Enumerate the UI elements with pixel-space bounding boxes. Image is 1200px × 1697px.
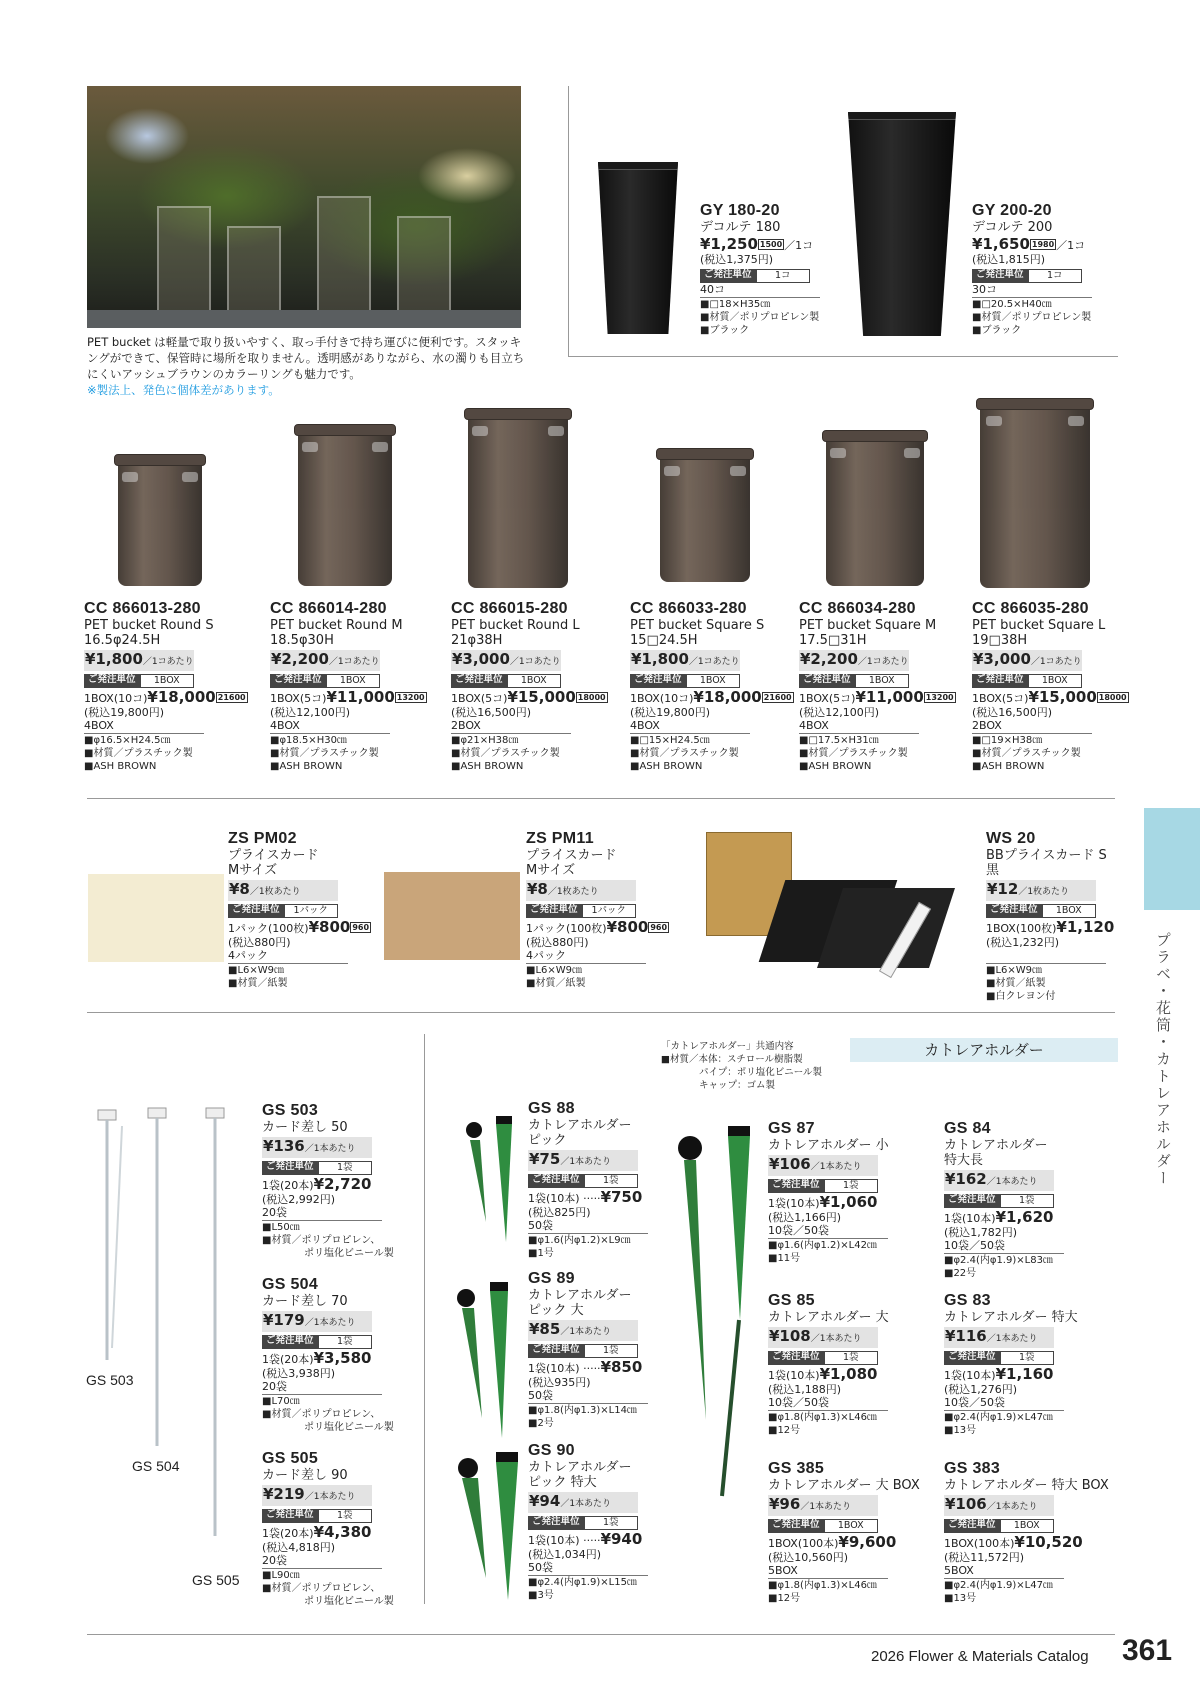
cc2-material: ■材質／プラスチック製 — [451, 748, 560, 759]
holder6-sub: 特大長 — [944, 1153, 984, 1168]
holder7-price: ¥116／1本あたり — [944, 1327, 1054, 1348]
card0-code: ZS PM02 — [228, 830, 297, 847]
cc3-order-unit: ご発注単位 1BOX — [630, 674, 740, 688]
holder4-order-unit: ご発注単位 1袋 — [768, 1351, 878, 1365]
gs1-block — [262, 1276, 394, 1434]
cc4-material: ■材質／プラスチック製 — [799, 748, 908, 759]
cc3-name: PET bucket Square S — [630, 618, 765, 633]
cattleya-section-title: カトレアホルダー — [850, 1038, 1118, 1062]
card0-case: 4パック — [228, 949, 348, 964]
cc5-price: ¥3,000／1コあたり — [972, 650, 1082, 671]
holder4-case: 10袋／50袋 — [768, 1396, 888, 1411]
holder6-name: カトレアホルダー — [944, 1138, 1048, 1153]
gs0-material: ■材質／ポリプロピレン、 — [262, 1235, 381, 1246]
holder2-tax: (税込1,034円) — [528, 1548, 602, 1561]
gs503-label: GS 503 — [86, 1372, 134, 1388]
gs0-case: 20袋 — [262, 1206, 382, 1221]
holder7-code: GS 83 — [944, 1292, 991, 1309]
holder1-code: GS 89 — [528, 1270, 575, 1287]
gs1-price: ¥179／1本あたり — [262, 1311, 372, 1332]
holder4-number: ■12号 — [768, 1425, 801, 1436]
card2-sub: 黒 — [986, 863, 1000, 878]
holder2-price: ¥94／1本あたり — [528, 1492, 638, 1513]
holder3-code: GS 87 — [768, 1120, 815, 1137]
holder2-bulk: 1袋(10本) ·····¥940 — [528, 1530, 643, 1548]
shop-photo — [87, 86, 521, 328]
card1-bulk: 1パック(100枚)¥800 960 — [526, 918, 668, 936]
holder3-number: ■11号 — [768, 1253, 801, 1264]
gs2-size: ■L90㎝ — [262, 1570, 300, 1581]
cc2-block — [451, 600, 608, 773]
holder0-bulk: 1袋(10本) ·····¥750 — [528, 1188, 643, 1206]
cc4-code: CC 866034-280 — [799, 600, 916, 617]
gs1-bulk: 1袋(20本)¥3,580 — [262, 1349, 372, 1367]
cc1-code: CC 866014-280 — [270, 600, 387, 617]
gs0-price: ¥136／1本あたり — [262, 1137, 372, 1158]
gs2-case: 20袋 — [262, 1554, 382, 1569]
gs2-order-unit: ご発注単位 1袋 — [262, 1509, 372, 1523]
section-tab[interactable] — [1144, 808, 1200, 910]
card1-price: ¥8／1枚あたり — [526, 880, 636, 901]
holder3-block — [768, 1120, 889, 1265]
holder4-bulk: 1袋(10本)¥1,080 — [768, 1365, 878, 1383]
gy1-order-unit: ご発注単位 1コ — [972, 269, 1082, 283]
gy1-price: ¥1,650 1980 ／1コ — [972, 235, 1086, 253]
cattleya-common-spec: 「カトレアホルダー」共通内容 ■材質／本体：スチロール樹脂製 パイプ：ポリ塩化ビニール製 キャップ：ゴム製 — [661, 1041, 823, 1091]
gs1-order-unit: ご発注単位 1袋 — [262, 1335, 372, 1349]
holder3-case: 10袋／50袋 — [768, 1224, 888, 1239]
intro-note: ※製法上、発色に個体差があります。 — [87, 383, 280, 397]
holder0-number: ■1号 — [528, 1248, 554, 1259]
holder2-name: カトレアホルダー — [528, 1460, 632, 1475]
holder5-order-unit: ご発注単位 1BOX — [768, 1519, 878, 1533]
cc0-price: ¥1,800／1コあたり — [84, 650, 194, 671]
holder7-tax: (税込1,276円) — [944, 1383, 1018, 1396]
holder6-block — [944, 1120, 1064, 1280]
cc3-tax: (税込19,800円) — [630, 706, 711, 719]
gy1-block — [972, 202, 1092, 337]
cc4-name: PET bucket Square M — [799, 618, 937, 633]
holder2-sub: ピック 特大 — [528, 1475, 597, 1490]
cc0-dim: 16.5φ24.5H — [84, 633, 161, 648]
cc0-block — [84, 600, 248, 773]
holder6-code: GS 84 — [944, 1120, 991, 1137]
gs2-name: カード差し 90 — [262, 1468, 348, 1483]
cc0-code: CC 866013-280 — [84, 600, 201, 617]
card1-material: ■材質／紙製 — [526, 978, 586, 989]
cc2-dim: 21φ38H — [451, 633, 503, 648]
cc4-order-unit: ご発注単位 1BOX — [799, 674, 909, 688]
price-card-kraft-image — [384, 872, 520, 960]
gs1-case: 20袋 — [262, 1380, 382, 1395]
holder5-tax: (税込10,560円) — [768, 1551, 849, 1564]
gs1-material2: ポリ塩化ビニール製 — [304, 1422, 394, 1433]
pet-square-s-image — [660, 452, 750, 582]
holder3-bulk: 1袋(10本)¥1,060 — [768, 1193, 878, 1211]
holder8-tax: (税込11,572円) — [944, 1551, 1025, 1564]
holder8-block — [944, 1460, 1109, 1605]
holder5-code: GS 385 — [768, 1460, 825, 1477]
holder8-code: GS 383 — [944, 1460, 1001, 1477]
gs0-size: ■L50㎝ — [262, 1222, 300, 1233]
holder5-size: ■φ1.8(内φ1.3)×L46㎝ — [768, 1580, 877, 1591]
cc1-tax: (税込12,100円) — [270, 706, 351, 719]
gy200-image — [848, 112, 956, 336]
price-card-cream-image — [88, 874, 224, 962]
pet-round-l-image — [468, 412, 568, 588]
pet-round-s-image — [118, 458, 202, 586]
holder-pick-gs88-image — [460, 1112, 520, 1252]
cc2-name: PET bucket Round L — [451, 618, 580, 633]
holder4-size: ■φ1.8(内φ1.3)×L46㎝ — [768, 1412, 877, 1423]
cc0-bulk: 1BOX(10コ)¥18,000 21600 — [84, 688, 246, 706]
cc2-code: CC 866015-280 — [451, 600, 568, 617]
card1-name: プライスカード — [526, 848, 617, 863]
holder3-price: ¥106／1本あたり — [768, 1155, 878, 1176]
holder7-block — [944, 1292, 1078, 1437]
holder8-name: カトレアホルダー 特大 BOX — [944, 1478, 1109, 1493]
holder0-case: 50袋 — [528, 1219, 648, 1234]
cc3-code: CC 866033-280 — [630, 600, 747, 617]
cc2-bulk: 1BOX(5コ)¥15,000 18000 — [451, 688, 606, 706]
gy1-name: デコルテ 200 — [972, 220, 1053, 235]
gs1-material: ■材質／ポリプロピレン、 — [262, 1409, 381, 1420]
card0-bulk: 1パック(100枚)¥800 960 — [228, 918, 370, 936]
card0-block — [228, 830, 371, 990]
cc4-case: 4BOX — [799, 719, 919, 734]
gs1-tax: (税込3,938円) — [262, 1367, 336, 1380]
cc5-tax: (税込16,500円) — [972, 706, 1053, 719]
gs2-bulk: 1袋(20本)¥4,380 — [262, 1523, 372, 1541]
cc1-block — [270, 600, 427, 773]
card2-name: BBプライスカード S — [986, 848, 1107, 863]
gy1-tax: (税込1,815円) — [972, 253, 1046, 266]
cc1-order-unit: ご発注単位 1BOX — [270, 674, 380, 688]
holder6-price: ¥162／1本あたり — [944, 1170, 1054, 1191]
cc1-price: ¥2,200／1コあたり — [270, 650, 380, 671]
holder1-case: 50袋 — [528, 1389, 648, 1404]
cc3-case: 4BOX — [630, 719, 750, 734]
gs0-tax: (税込2,992円) — [262, 1193, 336, 1206]
card1-tax: (税込880円) — [526, 936, 589, 949]
cc5-order-unit: ご発注単位 1BOX — [972, 674, 1082, 688]
holder5-bulk: 1BOX(100本)¥9,600 — [768, 1533, 897, 1551]
cc4-tax: (税込12,100円) — [799, 706, 880, 719]
cc0-color: ■ASH BROWN — [84, 761, 157, 772]
holder6-order-unit: ご発注単位 1袋 — [944, 1194, 1054, 1208]
card2-extra: ■白クレヨン付 — [986, 991, 1056, 1002]
holder8-number: ■13号 — [944, 1593, 977, 1604]
holder7-number: ■13号 — [944, 1425, 977, 1436]
holder8-order-unit: ご発注単位 1BOX — [944, 1519, 1054, 1533]
gy0-tax: (税込1,375円) — [700, 253, 774, 266]
holder0-code: GS 88 — [528, 1100, 575, 1117]
holder7-name: カトレアホルダー 特大 — [944, 1310, 1078, 1325]
holder7-case: 10袋／50袋 — [944, 1396, 1064, 1411]
cc3-size: ■□15×H24.5㎝ — [630, 735, 710, 746]
holder8-bulk: 1BOX(100本)¥10,520 — [944, 1533, 1083, 1551]
cc1-dim: 18.5φ30H — [270, 633, 334, 648]
gy0-order-unit: ご発注単位 1コ — [700, 269, 810, 283]
card2-code: WS 20 — [986, 830, 1036, 847]
card0-tax: (税込880円) — [228, 936, 291, 949]
holder2-case: 50袋 — [528, 1561, 648, 1576]
holder0-order-unit: ご発注単位 1袋 — [528, 1174, 638, 1188]
cc4-size: ■□17.5×H31㎝ — [799, 735, 879, 746]
cc4-dim: 17.5□31H — [799, 633, 867, 648]
holder-long-image — [670, 1120, 780, 1500]
card2-block — [986, 830, 1114, 1003]
holder-pick-gs89-image — [452, 1278, 522, 1448]
cc2-price: ¥3,000／1コあたり — [451, 650, 561, 671]
cc2-case: 2BOX — [451, 719, 571, 734]
cc0-material: ■材質／プラスチック製 — [84, 748, 193, 759]
cc2-tax: (税込16,500円) — [451, 706, 532, 719]
gy1-code: GY 200-20 — [972, 202, 1052, 219]
card0-sub: Mサイズ — [228, 863, 278, 878]
cc1-bulk: 1BOX(5コ)¥11,000 13200 — [270, 688, 425, 706]
card1-code: ZS PM11 — [526, 830, 594, 847]
section-title-vertical: プラベ・花筒・カトレアホルダー — [1154, 932, 1172, 1187]
cc5-bulk: 1BOX(5コ)¥15,000 18000 — [972, 688, 1127, 706]
cc4-bulk: 1BOX(5コ)¥11,000 13200 — [799, 688, 954, 706]
holder1-tax: (税込935円) — [528, 1376, 591, 1389]
holder8-price: ¥106／1本あたり — [944, 1495, 1054, 1516]
cc4-color: ■ASH BROWN — [799, 761, 872, 772]
card1-block — [526, 830, 669, 990]
holder2-code: GS 90 — [528, 1442, 575, 1459]
holder4-block — [768, 1292, 889, 1437]
gs2-tax: (税込4,818円) — [262, 1541, 336, 1554]
gy0-block — [700, 202, 820, 337]
holder3-tax: (税込1,166円) — [768, 1211, 842, 1224]
cc0-case: 4BOX — [84, 719, 204, 734]
pet-square-l-image — [980, 402, 1090, 588]
holder3-order-unit: ご発注単位 1袋 — [768, 1179, 878, 1193]
holder-pick-gs90-image — [452, 1448, 528, 1608]
holder2-order-unit: ご発注単位 1袋 — [528, 1516, 638, 1530]
holder8-case: 5BOX — [944, 1564, 1064, 1579]
gs1-name: カード差し 70 — [262, 1294, 348, 1309]
card1-size: ■L6×W9㎝ — [526, 965, 583, 976]
holder0-size: ■φ1.6(内φ1.2)×L9㎝ — [528, 1235, 631, 1246]
cc4-price: ¥2,200／1コあたり — [799, 650, 909, 671]
gy0-case: 40コ — [700, 283, 820, 298]
holder0-price: ¥75／1本あたり — [528, 1150, 638, 1171]
cc0-name: PET bucket Round S — [84, 618, 214, 633]
cc5-size: ■□19×H38㎝ — [972, 735, 1043, 746]
holder1-name: カトレアホルダー — [528, 1288, 632, 1303]
card2-material: ■材質／紙製 — [986, 978, 1046, 989]
cc1-material: ■材質／プラスチック製 — [270, 748, 379, 759]
holder2-size: ■φ2.4(内φ1.9)×L15㎝ — [528, 1577, 637, 1588]
card2-size: ■L6×W9㎝ — [986, 965, 1043, 976]
holder4-tax: (税込1,188円) — [768, 1383, 842, 1396]
gy1-color: ■ブラック — [972, 325, 1022, 336]
holder6-tax: (税込1,782円) — [944, 1226, 1018, 1239]
holder7-bulk: 1袋(10本)¥1,160 — [944, 1365, 1054, 1383]
holder2-number: ■3号 — [528, 1590, 554, 1601]
gs2-code: GS 505 — [262, 1450, 319, 1467]
holder1-size: ■φ1.8(内φ1.3)×L14㎝ — [528, 1405, 637, 1416]
holder0-block — [528, 1100, 648, 1260]
cc5-material: ■材質／プラスチック製 — [972, 748, 1081, 759]
holder0-tax: (税込825円) — [528, 1206, 591, 1219]
card2-price: ¥12／1枚あたり — [986, 880, 1096, 901]
holder6-case: 10袋／50袋 — [944, 1239, 1064, 1254]
cc1-name: PET bucket Round M — [270, 618, 403, 633]
card2-case — [986, 949, 1106, 964]
cc2-order-unit: ご発注単位 1BOX — [451, 674, 561, 688]
holder7-order-unit: ご発注単位 1袋 — [944, 1351, 1054, 1365]
gy0-code: GY 180-20 — [700, 202, 780, 219]
cc3-bulk: 1BOX(10コ)¥18,000 21600 — [630, 688, 792, 706]
cc2-color: ■ASH BROWN — [451, 761, 524, 772]
gy180-image — [598, 162, 678, 334]
gs2-price: ¥219／1本あたり — [262, 1485, 372, 1506]
holder1-bulk: 1袋(10本) ·····¥850 — [528, 1358, 643, 1376]
gs2-material: ■材質／ポリプロピレン、 — [262, 1583, 381, 1594]
holder3-name: カトレアホルダー 小 — [768, 1138, 889, 1153]
gy0-name: デコルテ 180 — [700, 220, 781, 235]
gs0-material2: ポリ塩化ビニール製 — [304, 1248, 394, 1259]
holder2-block — [528, 1442, 648, 1602]
card2-order-unit: ご発注単位 1BOX — [986, 904, 1096, 918]
cc3-material: ■材質／プラスチック製 — [630, 748, 739, 759]
cc1-case: 4BOX — [270, 719, 390, 734]
holder5-number: ■12号 — [768, 1593, 801, 1604]
gs504-label: GS 504 — [132, 1458, 180, 1474]
card0-price: ¥8／1枚あたり — [228, 880, 338, 901]
holder1-block — [528, 1270, 648, 1430]
gs2-material2: ポリ塩化ビニール製 — [304, 1596, 394, 1607]
cc0-tax: (税込19,800円) — [84, 706, 165, 719]
gs2-block — [262, 1450, 394, 1608]
holder5-block — [768, 1460, 920, 1605]
cc3-color: ■ASH BROWN — [630, 761, 703, 772]
holder4-code: GS 85 — [768, 1292, 815, 1309]
intro-text: PET bucket は軽量で取り扱いやすく、取っ手付きで持ち運びに便利です。スタッキングができて、保管時に場所を取りません。透明感がありながら、水の濁りも目立ちにくいアッシュブラウンのカラーリングも魅力です。 ※製法上、発色に個体差があります。 — [87, 334, 527, 398]
card1-order-unit: ご発注単位 1パック — [526, 904, 636, 918]
cc4-block — [799, 600, 956, 773]
holder3-size: ■φ1.6(内φ1.2)×L42㎝ — [768, 1240, 877, 1251]
pet-round-m-image — [298, 428, 392, 586]
holder5-name: カトレアホルダー 大 BOX — [768, 1478, 920, 1493]
card0-material: ■材質／紙製 — [228, 978, 288, 989]
page-number: 361 — [1122, 1634, 1173, 1667]
card0-name: プライスカード — [228, 848, 319, 863]
gs1-code: GS 504 — [262, 1276, 319, 1293]
holder5-price: ¥96／1本あたり — [768, 1495, 878, 1516]
cc5-color: ■ASH BROWN — [972, 761, 1045, 772]
gs0-order-unit: ご発注単位 1袋 — [262, 1161, 372, 1175]
gs0-block — [262, 1102, 394, 1260]
cc0-size: ■φ16.5×H24.5㎝ — [84, 735, 171, 746]
holder1-number: ■2号 — [528, 1418, 554, 1429]
gs0-name: カード差し 50 — [262, 1120, 348, 1135]
cc5-dim: 19□38H — [972, 633, 1028, 648]
pet-square-m-image — [826, 434, 924, 586]
holder0-name: カトレアホルダー — [528, 1118, 632, 1133]
holder5-case: 5BOX — [768, 1564, 888, 1579]
card2-bulk: 1BOX(100枚)¥1,120 — [986, 918, 1115, 936]
cc1-color: ■ASH BROWN — [270, 761, 343, 772]
gs505-label: GS 505 — [192, 1572, 240, 1588]
gy0-price: ¥1,250 1500 ／1コ — [700, 235, 814, 253]
gs1-size: ■L70㎝ — [262, 1396, 300, 1407]
card2-tax: (税込1,232円) — [986, 936, 1060, 949]
catalog-footer: 2026 Flower & Materials Catalog — [871, 1648, 1089, 1665]
gy1-material: ■材質／ポリプロピレン製 — [972, 312, 1092, 323]
cc5-name: PET bucket Square L — [972, 618, 1106, 633]
holder1-sub: ピック 大 — [528, 1303, 584, 1318]
cc5-case: 2BOX — [972, 719, 1092, 734]
gs0-code: GS 503 — [262, 1102, 319, 1119]
holder4-price: ¥108／1本あたり — [768, 1327, 878, 1348]
holder1-price: ¥85／1本あたり — [528, 1320, 638, 1341]
gs0-bulk: 1袋(20本)¥2,720 — [262, 1175, 372, 1193]
card0-order-unit: ご発注単位 1パック — [228, 904, 338, 918]
gy1-case: 30コ — [972, 283, 1092, 298]
cc3-dim: 15□24.5H — [630, 633, 698, 648]
holder1-order-unit: ご発注単位 1袋 — [528, 1344, 638, 1358]
cc1-size: ■φ18.5×H30㎝ — [270, 735, 347, 746]
gy1-size: ■□20.5×H40㎝ — [972, 299, 1052, 310]
holder7-size: ■φ2.4(内φ1.9)×L47㎝ — [944, 1412, 1053, 1423]
gy0-color: ■ブラック — [700, 325, 750, 336]
cc3-block — [630, 600, 794, 773]
cc0-order-unit: ご発注単位 1BOX — [84, 674, 194, 688]
card1-case: 4パック — [526, 949, 646, 964]
card1-sub: Mサイズ — [526, 863, 576, 878]
holder4-name: カトレアホルダー 大 — [768, 1310, 889, 1325]
cc5-block — [972, 600, 1129, 773]
holder6-size: ■φ2.4(内φ1.9)×L83㎝ — [944, 1255, 1053, 1266]
holder8-size: ■φ2.4(内φ1.9)×L47㎝ — [944, 1580, 1053, 1591]
holder6-number: ■22号 — [944, 1268, 977, 1279]
cc3-price: ¥1,800／1コあたり — [630, 650, 740, 671]
holder0-sub: ピック — [528, 1133, 567, 1148]
holder6-bulk: 1袋(10本)¥1,620 — [944, 1208, 1054, 1226]
gy0-material: ■材質／ポリプロピレン製 — [700, 312, 820, 323]
card0-size: ■L6×W9㎝ — [228, 965, 285, 976]
gy0-size: ■□18×H35㎝ — [700, 299, 771, 310]
cc5-code: CC 866035-280 — [972, 600, 1089, 617]
cc2-size: ■φ21×H38㎝ — [451, 735, 519, 746]
